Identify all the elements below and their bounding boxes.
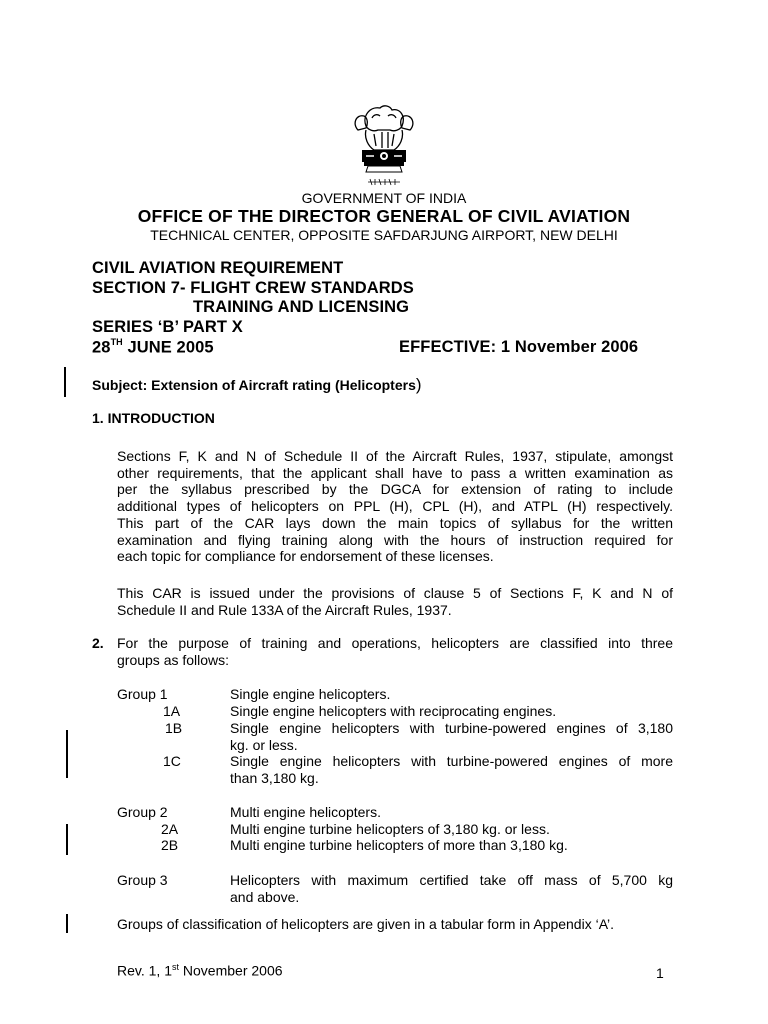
change-bar <box>66 730 68 778</box>
paragraph-line: This CAR is issued under the provisions of clause 5 of Sections F, K and N of <box>117 585 673 601</box>
paragraph-line: examination and flying training along with the hours of instruction required for <box>117 531 673 548</box>
subgroup-label: 2A <box>161 821 179 837</box>
car-date-day: 28 <box>92 338 111 357</box>
office-title: OFFICE OF THE DIRECTOR GENERAL OF CIVIL AVIATION <box>137 206 631 226</box>
group-description-line: kg. or less. <box>230 736 298 753</box>
paragraph-line: This part of the CAR lays down the main topics of syllabus for the written <box>117 514 673 531</box>
group-description <box>230 872 673 905</box>
car-section: SECTION 7- FLIGHT CREW STANDARDS <box>92 279 414 297</box>
car-effective-date: EFFECTIVE: 1 November 2006 <box>399 338 639 356</box>
group-description-line: and above. <box>230 888 300 905</box>
paragraph-line: Schedule II and Rule 133A of the Aircraft Rules, 1937. <box>117 601 452 618</box>
revision-prefix: Rev. 1, 1 <box>117 962 172 979</box>
government-line: GOVERNMENT OF INDIA <box>301 190 467 206</box>
paragraph-line: per the syllabus prescribed by the DGCA for extension of rating to include <box>117 481 673 498</box>
subgroup-label: 1A <box>163 703 181 719</box>
car-date-suffix: TH <box>110 337 123 347</box>
page-number: 1 <box>656 965 664 981</box>
introduction-heading: 1. INTRODUCTION <box>92 410 215 426</box>
paragraph-line: groups as follows: <box>117 651 230 668</box>
subgroup-label: 2B <box>161 837 179 853</box>
section-2-number: 2. <box>92 635 104 651</box>
group-description-line: Multi engine turbine helicopters of 3,180 kg. or less. <box>230 821 550 837</box>
group-description-line: Helicopters with maximum certified take off mass of 5,700 kg <box>230 872 673 888</box>
group-description <box>230 821 673 838</box>
group-description-line: Multi engine helicopters. <box>230 804 381 820</box>
group-description <box>230 804 673 821</box>
group-label: Group 3 <box>117 872 168 888</box>
technical-center-line: TECHNICAL CENTER, OPPOSITE SAFDARJUNG AIRPORT, NEW DELHI <box>150 227 618 243</box>
change-bar <box>66 914 68 933</box>
car-date <box>92 338 214 358</box>
group-label: Group 1 <box>117 686 168 702</box>
paragraph-line: other requirements, that the applicant shall have to pass a written examination as <box>117 464 673 481</box>
paragraph-line: each topic for compliance for endorsement of these licenses. <box>117 548 494 565</box>
change-bar <box>66 824 68 855</box>
paragraph-line: Sections F, K and N of Schedule II of the Aircraft Rules, 1937, stipulate, amongst <box>117 448 673 464</box>
group-description-line: Multi engine turbine helicopters of more than 3,180 kg. <box>230 837 568 853</box>
group-description-line: Single engine helicopters. <box>230 686 391 702</box>
revision-date: November 2006 <box>179 962 283 979</box>
paragraph-line: additional types of helicopters on PPL (H), CPL (H), and ATPL (H) respectively. <box>117 498 673 515</box>
car-series: SERIES ‘B’ PART X <box>92 318 243 336</box>
revision-suffix: st <box>172 962 180 972</box>
introduction-paragraph <box>117 448 673 565</box>
national-emblem-icon <box>344 100 424 192</box>
subject-text: Subject: Extension of Aircraft rating (Helicopters <box>92 377 416 393</box>
group-description <box>230 703 673 720</box>
group-description <box>230 753 673 786</box>
subject-line <box>92 375 422 395</box>
appendix-note: Groups of classification of helicopters are given in a tabular form in Appendix ‘A’. <box>117 916 614 932</box>
subgroup-label: 1C <box>163 753 181 769</box>
section-2-paragraph <box>117 635 673 668</box>
provisions-paragraph <box>117 585 673 618</box>
group-description-line: than 3,180 kg. <box>230 769 319 786</box>
change-bar <box>64 367 66 397</box>
group-description <box>230 720 673 753</box>
paragraph-line: For the purpose of training and operations, helicopters are classified into three <box>117 635 673 651</box>
group-description-line: Single engine helicopters with turbine-powered engines of more <box>230 753 673 769</box>
car-date-rest: JUNE 2005 <box>122 338 214 357</box>
group-description <box>230 686 673 703</box>
car-title: CIVIL AVIATION REQUIREMENT <box>92 259 344 277</box>
group-description-line: Single engine helicopters with reciprocating engines. <box>230 703 557 719</box>
group-description-line: Single engine helicopters with turbine-powered engines of 3,180 <box>230 720 673 736</box>
group-label: Group 2 <box>117 804 168 820</box>
subgroup-label: 1B <box>165 720 183 736</box>
revision-footer <box>117 962 283 979</box>
subject-close-paren: ) <box>415 375 422 394</box>
car-subsection: TRAINING AND LICENSING <box>193 298 410 316</box>
group-description <box>230 837 673 854</box>
